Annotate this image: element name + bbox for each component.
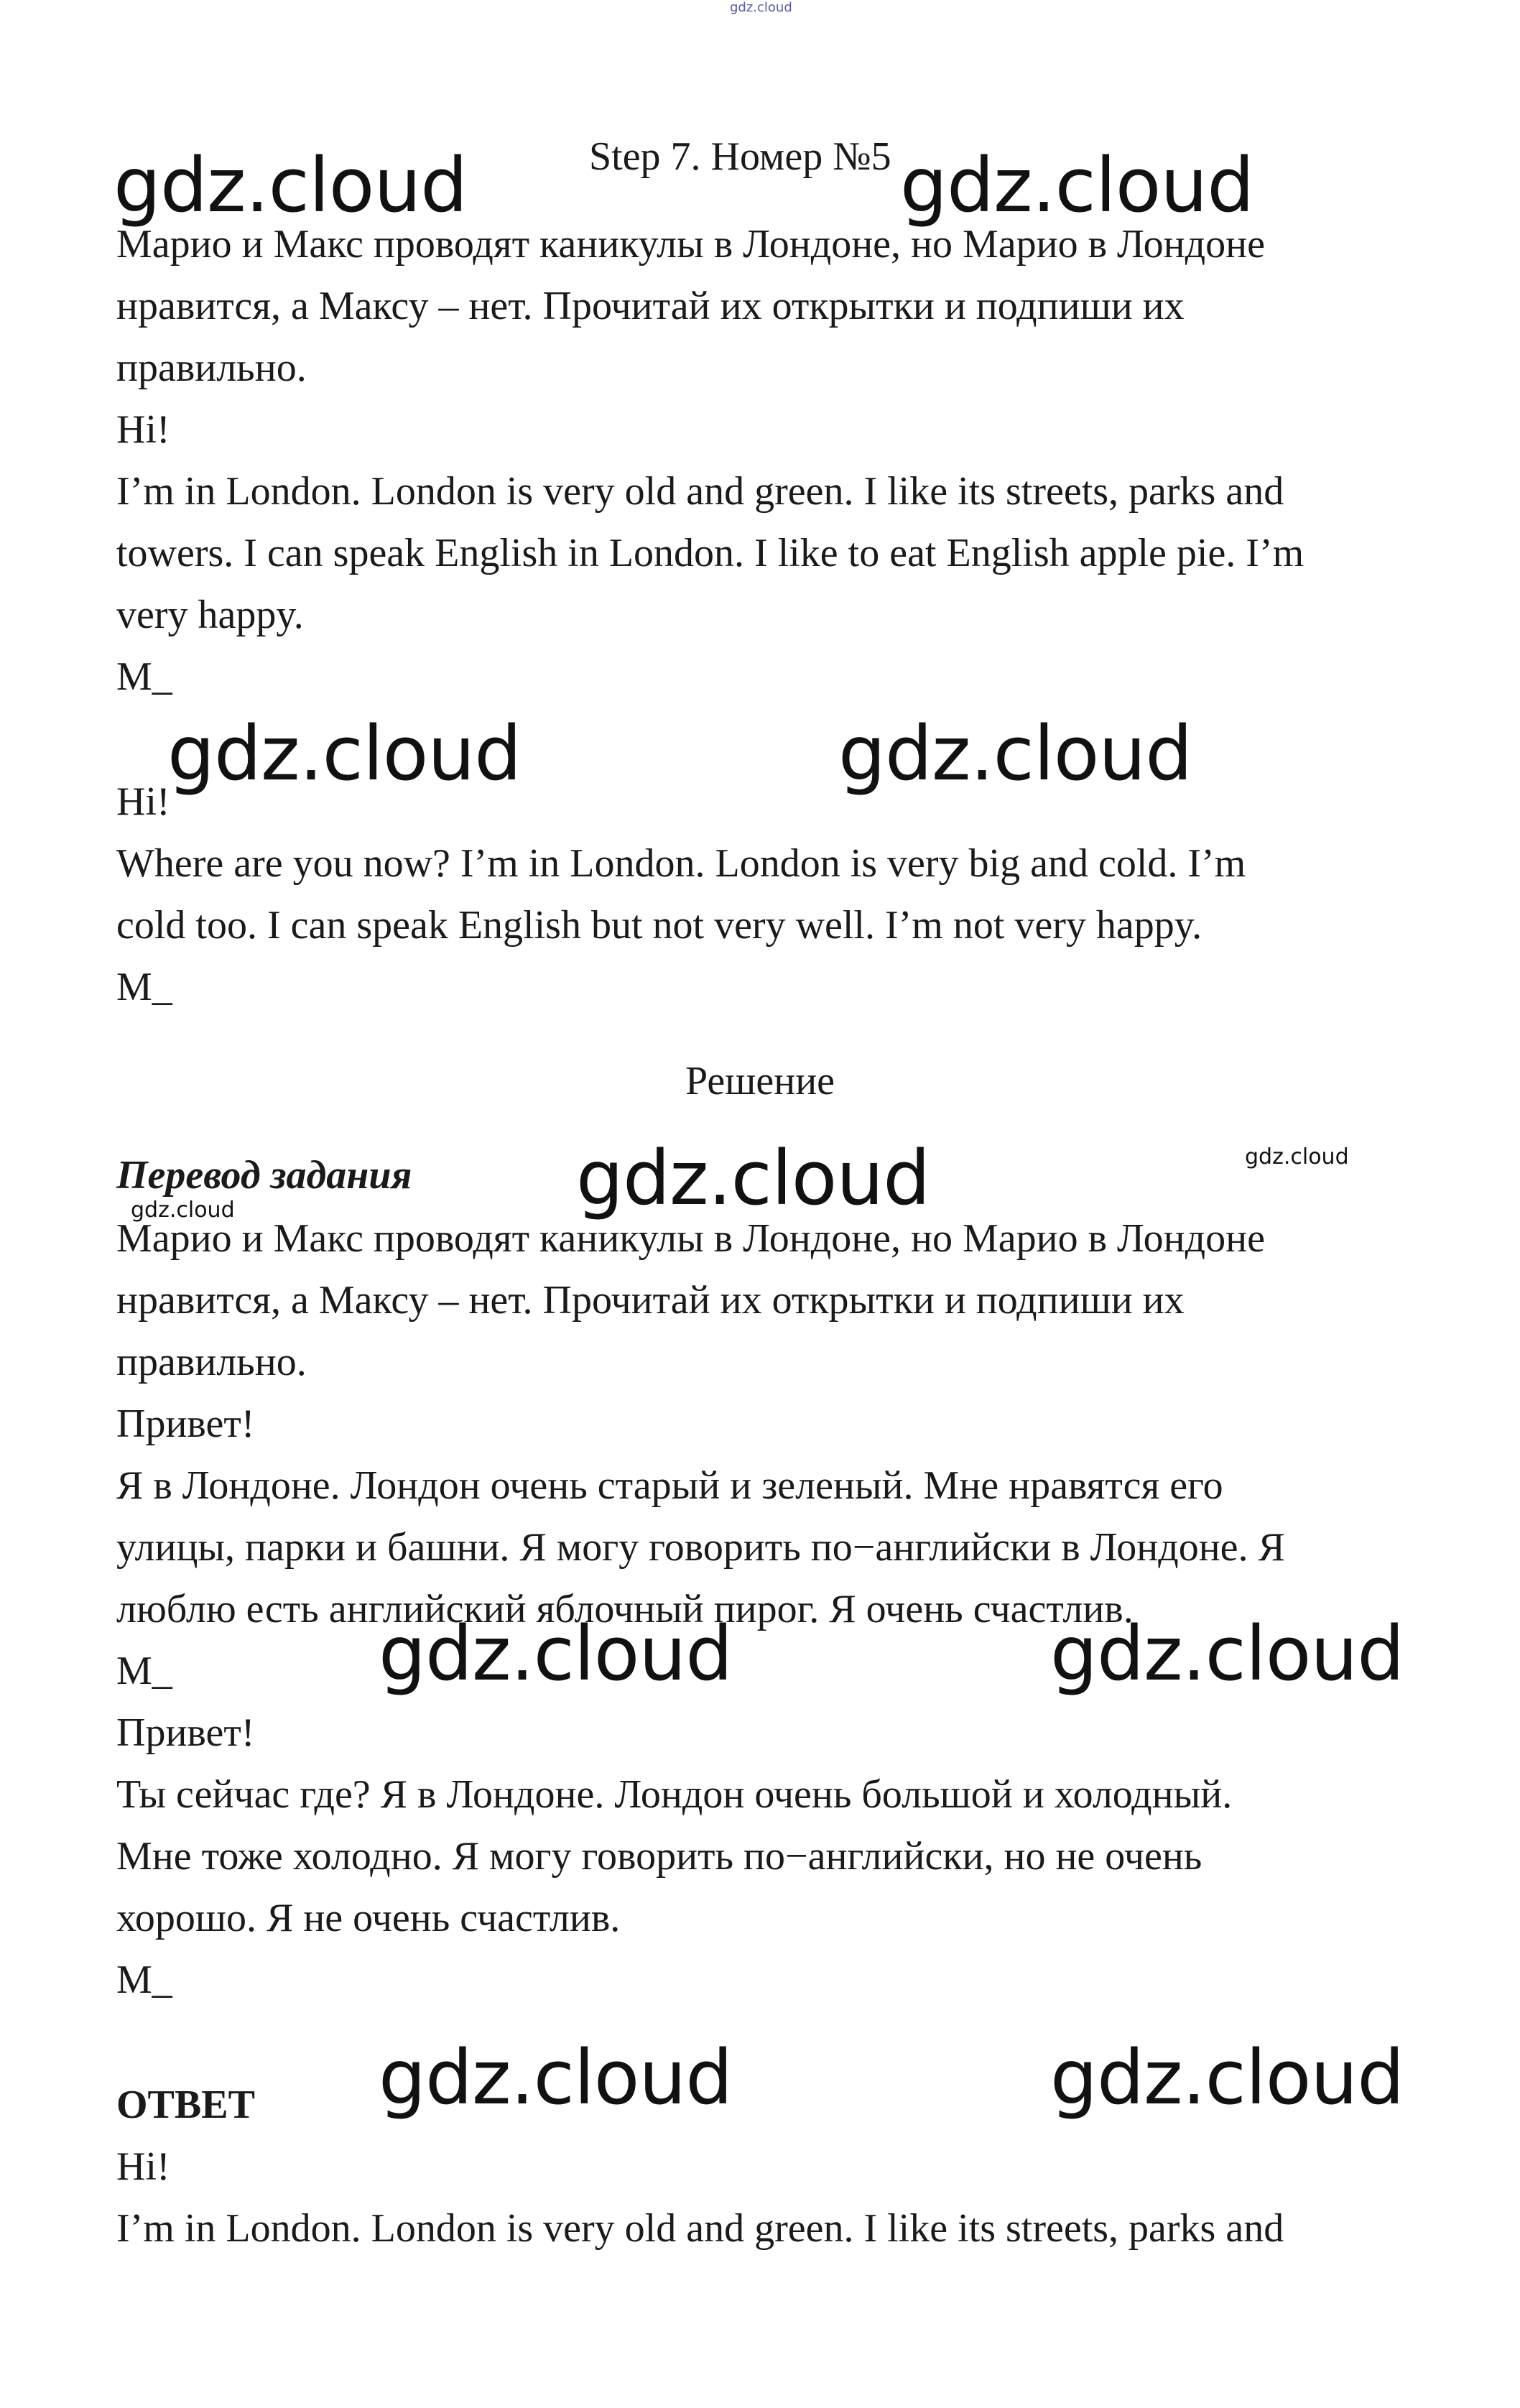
task-line-7: very happy. bbox=[116, 593, 304, 637]
translation-heading: Перевод задания bbox=[116, 1153, 412, 1198]
task-line-10: Where are you now? I’m in London. London is very big and cold. I’m bbox=[116, 841, 1246, 886]
page-title: Step 7. Номер №5 bbox=[589, 134, 891, 179]
task-line-4: Hi! bbox=[116, 407, 170, 452]
translation-line-3: правильно. bbox=[116, 1340, 307, 1384]
task-line-9: Hi! bbox=[116, 779, 170, 824]
watermark-6: gdz.cloud bbox=[379, 1610, 733, 1698]
translation-line-11: Мне тоже холодно. Я могу говорить по−английски, но не очень bbox=[116, 1834, 1202, 1879]
answer-line-2: I’m in London. London is very old and green. I like its streets, parks and bbox=[116, 2206, 1284, 2251]
task-line-2: нравится, а Максу – нет. Прочитай их открытки и подпиши их bbox=[116, 284, 1185, 328]
watermark-small-2: gdz.cloud bbox=[131, 1198, 235, 1223]
translation-line-6: улицы, парки и башни. Я могу говорить по−английски в Лондоне. Я bbox=[116, 1525, 1285, 1570]
answer-heading: ОТВЕТ bbox=[116, 2083, 255, 2127]
watermark-7: gdz.cloud bbox=[1050, 1610, 1404, 1698]
solution-heading: Решение bbox=[685, 1059, 835, 1103]
translation-line-9: Привет! bbox=[116, 1710, 255, 1755]
watermark-9: gdz.cloud bbox=[1050, 2034, 1404, 2121]
translation-line-13: M_ bbox=[116, 1958, 172, 2002]
task-line-3: правильно. bbox=[116, 346, 307, 390]
translation-line-1: Марио и Макс проводят каникулы в Лондоне, но Марио в Лондоне bbox=[116, 1216, 1265, 1261]
task-line-12: M_ bbox=[116, 965, 172, 1009]
answer-line-1: Hi! bbox=[116, 2144, 170, 2189]
watermark-small-1: gdz.cloud bbox=[1245, 1144, 1349, 1170]
translation-line-10: Ты сейчас где? Я в Лондоне. Лондон очень большой и холодный. bbox=[116, 1772, 1233, 1817]
watermark-4: gdz.cloud bbox=[838, 710, 1192, 797]
task-line-1: Марио и Макс проводят каникулы в Лондоне, но Марио в Лондоне bbox=[116, 222, 1265, 267]
watermark-top: gdz.cloud bbox=[730, 0, 792, 15]
watermark-3: gdz.cloud bbox=[167, 710, 522, 797]
task-line-11: cold too. I can speak English but not very well. I’m not very happy. bbox=[116, 903, 1202, 948]
watermark-1: gdz.cloud bbox=[113, 142, 468, 229]
translation-line-8: M_ bbox=[116, 1649, 172, 1693]
translation-line-4: Привет! bbox=[116, 1402, 255, 1446]
task-line-6: towers. I can speak English in London. I like to eat English apple pie. I’m bbox=[116, 531, 1304, 575]
translation-line-7: люблю есть английский яблочный пирог. Я очень счастлив. bbox=[116, 1587, 1134, 1631]
translation-line-12: хорошо. Я не очень счастлив. bbox=[116, 1896, 621, 1940]
watermark-8: gdz.cloud bbox=[379, 2034, 733, 2121]
watermark-5: gdz.cloud bbox=[576, 1134, 930, 1222]
translation-line-5: Я в Лондоне. Лондон очень старый и зеленый. Мне нравятся его bbox=[116, 1463, 1223, 1508]
watermark-2: gdz.cloud bbox=[900, 142, 1254, 229]
translation-line-2: нравится, а Максу – нет. Прочитай их открытки и подпиши их bbox=[116, 1278, 1185, 1323]
task-line-8: M_ bbox=[116, 654, 172, 699]
task-line-5: I’m in London. London is very old and green. I like its streets, parks and bbox=[116, 469, 1284, 514]
